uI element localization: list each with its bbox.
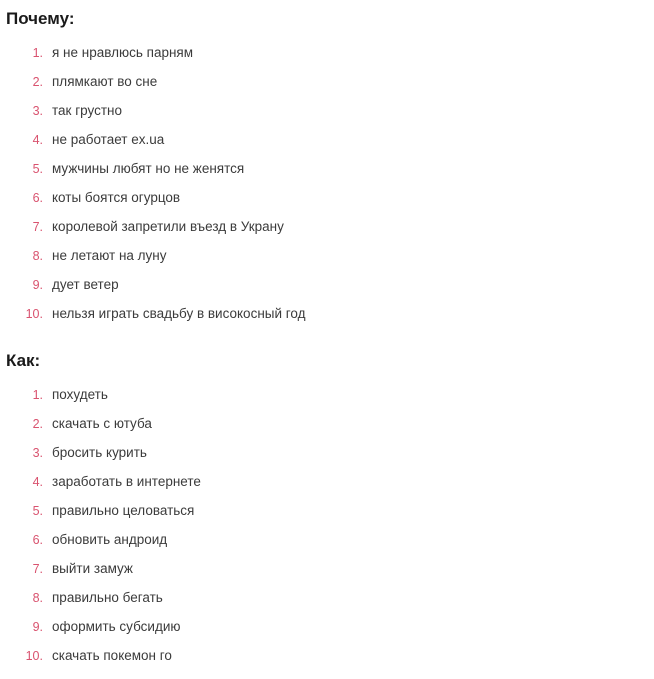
list-item-label: бросить курить [52,444,147,460]
list-item [0,409,654,438]
list-item-label: так грустно [52,102,122,118]
list-item-number: 2. [32,416,43,431]
list-item [0,496,654,525]
list-item-label: скачать с ютуба [52,415,152,431]
list-item [0,641,654,670]
list-item [0,438,654,467]
list-item [0,38,654,67]
list-item [0,554,654,583]
list-item [0,125,654,154]
list-item-number: 9. [32,619,43,634]
list-item-number: 10. [25,306,43,321]
list-item-label: не работает ex.ua [52,131,165,147]
list-item-number: 2. [32,74,43,89]
list-item-number: 1. [32,45,43,60]
list-item-number: 5. [32,503,43,518]
list-item-number: 1. [32,387,43,402]
section-why [0,0,654,328]
list-item [0,299,654,328]
list-item [0,183,654,212]
list-item-label: оформить субсидию [52,618,181,634]
list-item-label: заработать в интернете [52,473,201,489]
list-item [0,612,654,641]
list-item [0,154,654,183]
list-item-number: 7. [32,561,43,576]
list-item-label: выйти замуж [52,560,133,576]
list-item [0,467,654,496]
list-item [0,525,654,554]
list-item-number: 9. [32,277,43,292]
list-item-number: 7. [32,219,43,234]
list-item-label: похудеть [52,386,108,402]
list-item-number: 10. [25,648,43,663]
list-item-number: 4. [32,132,43,147]
list-item-label: нельзя играть свадьбу в високосный год [52,305,306,321]
list-item [0,212,654,241]
list-item-label: не летают на луну [52,247,167,263]
list-item-label: мужчины любят но не женятся [52,160,245,176]
list-item-label: дует ветер [52,276,119,292]
list-item-number: 5. [32,161,43,176]
list-item [0,241,654,270]
list-item-label: плямкают во сне [52,73,158,89]
list-item-label: скачать покемон го [52,647,172,663]
list-item [0,583,654,612]
list-item [0,67,654,96]
list-item-label: правильно целоваться [52,502,195,518]
list-item [0,270,654,299]
section-why-title: Почему: [6,9,75,28]
list-item-number: 3. [32,445,43,460]
list-item-label: коты боятся огурцов [52,189,181,205]
list-item [0,380,654,409]
section-how [0,328,654,670]
list-item-number: 3. [32,103,43,118]
list-item-number: 6. [32,532,43,547]
list-item-label: обновить андроид [52,531,168,547]
section-how-title: Как: [6,351,41,370]
list-item-label: я не нравлюсь парням [52,44,194,60]
list-item [0,96,654,125]
list-item-number: 8. [32,248,43,263]
list-item-label: правильно бегать [52,589,163,605]
list-item-number: 4. [32,474,43,489]
list-item-label: королевой запретили въезд в Украну [52,218,284,234]
section-why-list [0,30,654,328]
section-how-list [0,372,654,670]
list-item-number: 8. [32,590,43,605]
list-item-number: 6. [32,190,43,205]
